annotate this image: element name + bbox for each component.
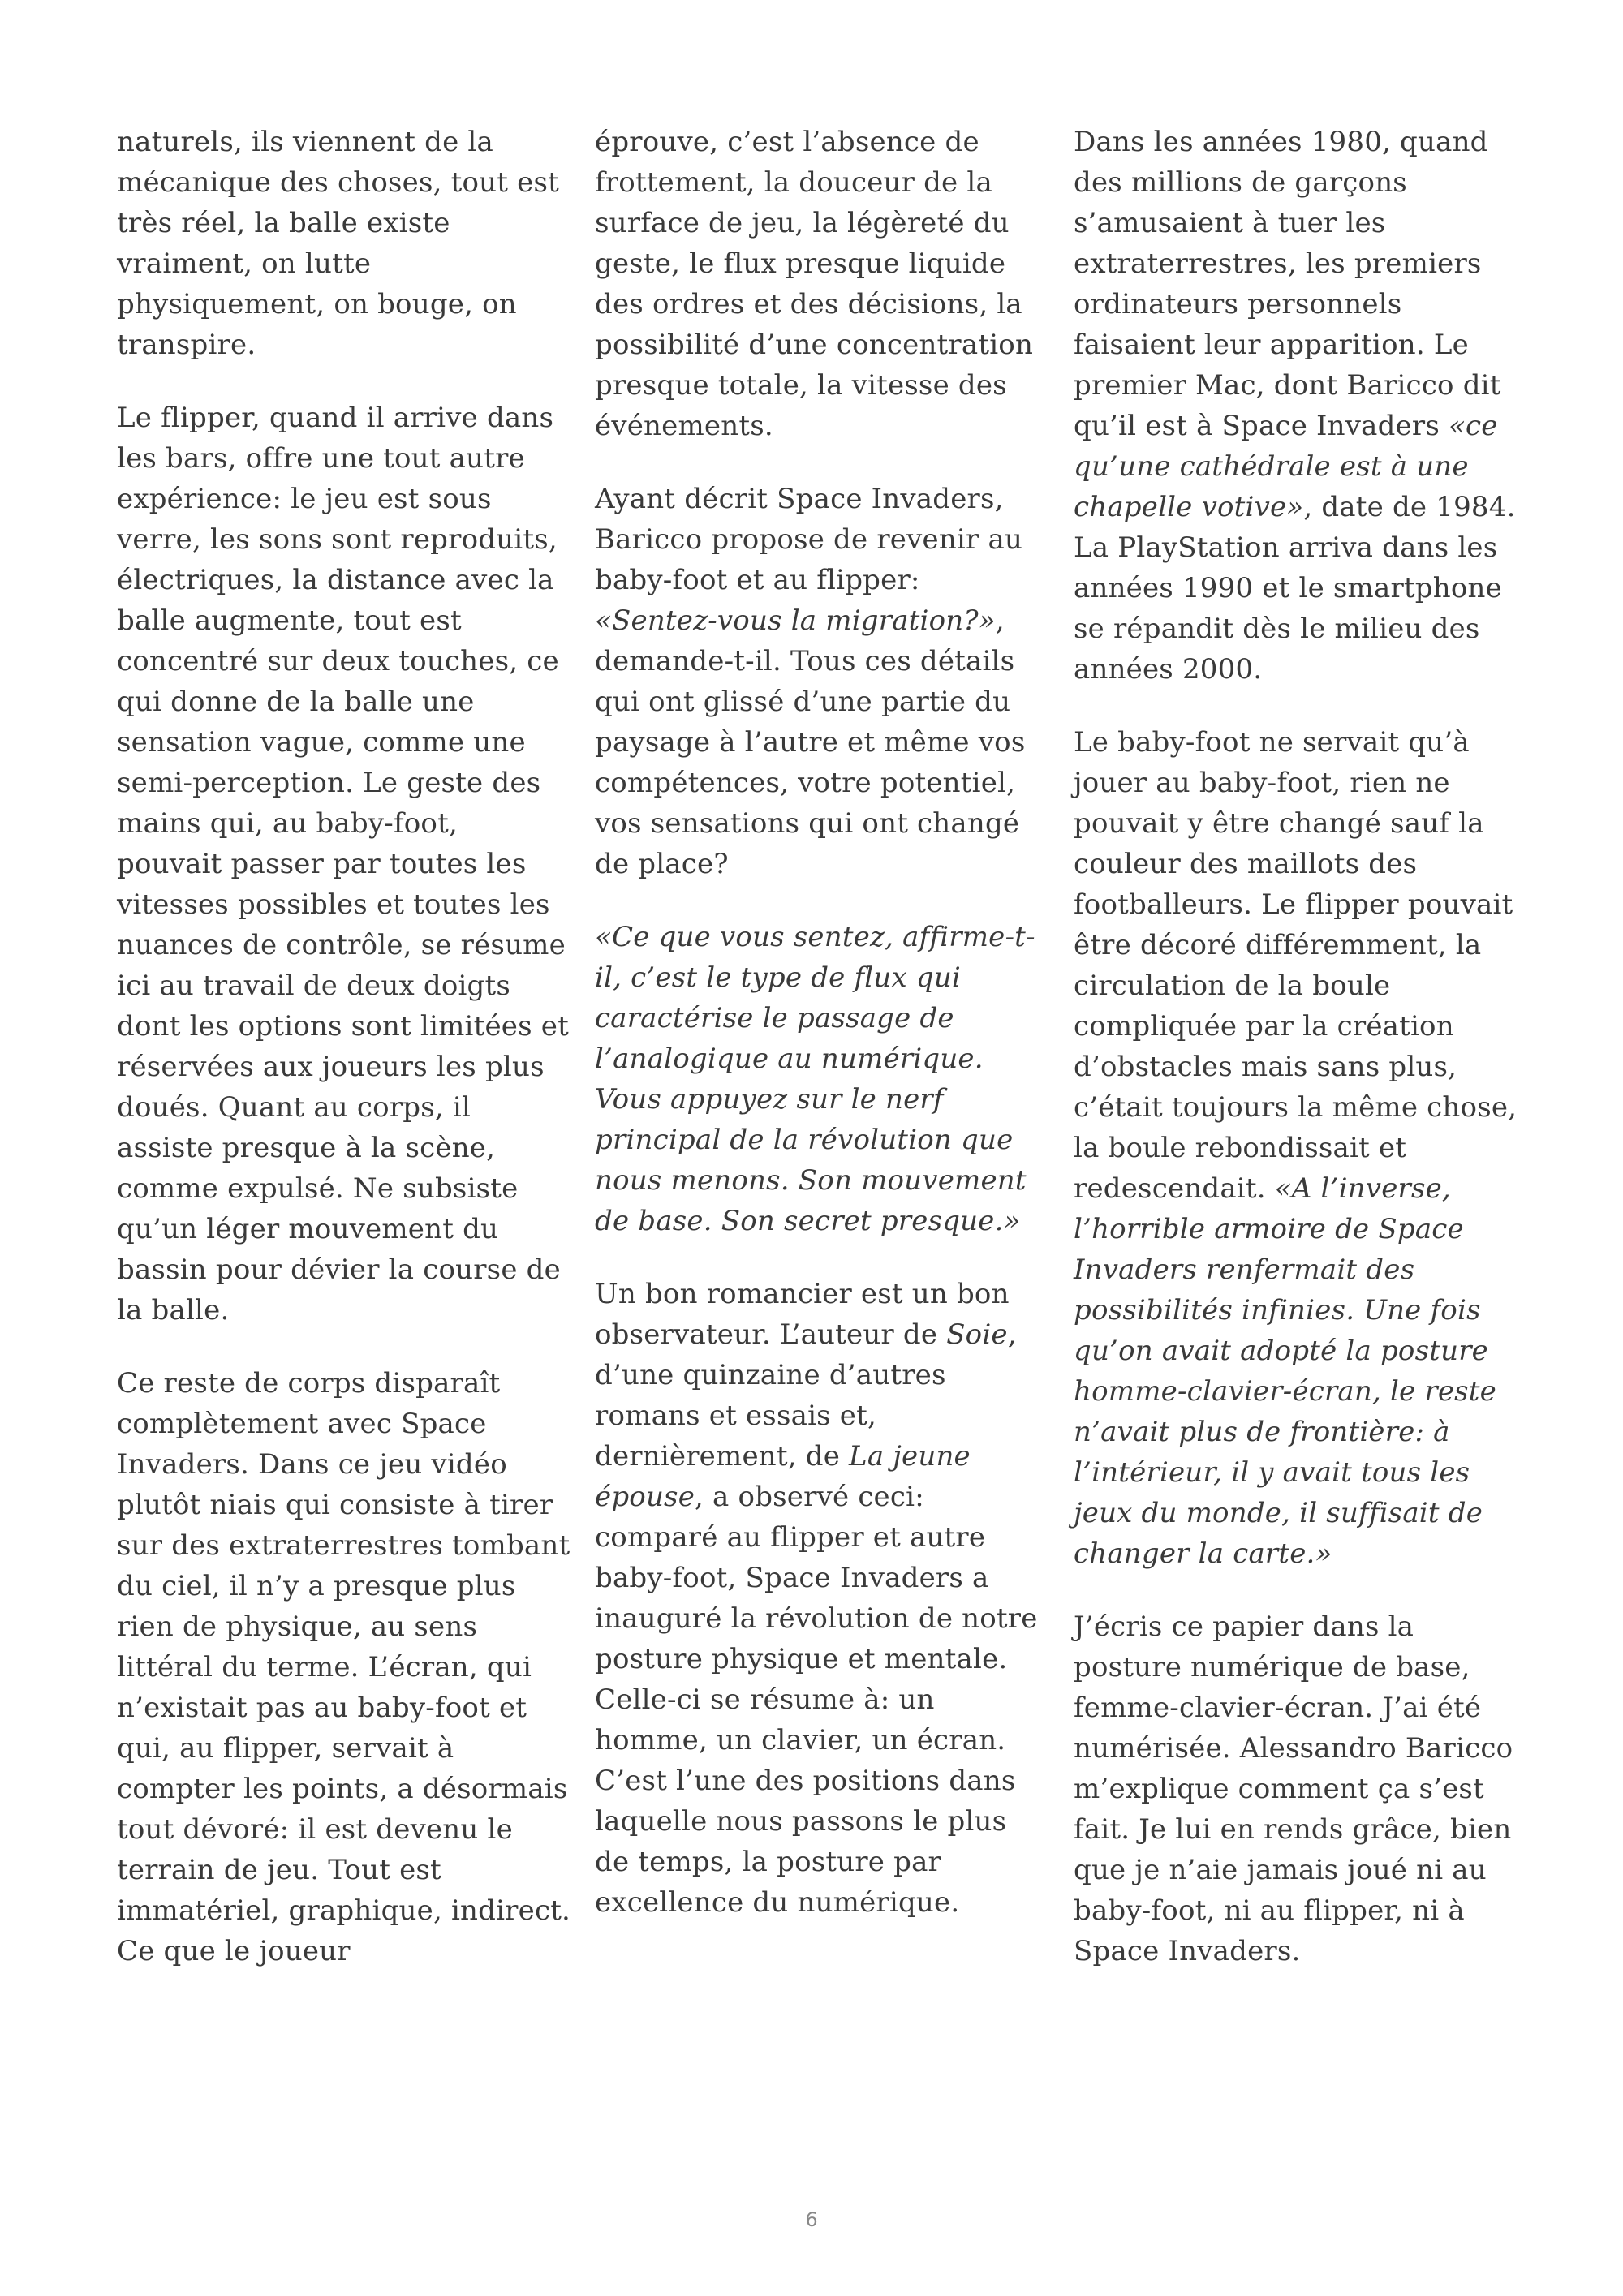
page-number: 6 [805,2208,818,2231]
text-run: , date de 1984. La PlayStation arriva dans les années 1990 et le smartphone se répandit dès le milieu des années 2000. [1074,491,1516,686]
text-run: Le baby-foot ne servait qu’à jouer au baby-foot, rien ne pouvait y être changé sauf la couleur des maillots des footballeurs. Le flipper pouvait être décoré différemment, la circulation de la boule compliquée par la création d’obstacles mais sans plus, c’était toujours la même chose, la boule rebondissait et redescendait. [1074,726,1518,1205]
paragraph [1074,1606,1528,1971]
text-column-2 [595,122,1049,1955]
italic-text: «ce qu’une cathédrale est à une chapelle votive» [1074,410,1498,523]
paragraph [1074,122,1528,690]
italic-text: «Sentez-vous la migration?» [595,604,996,637]
text-run: Un bon romancier est un bon observateur. L’auteur de [595,1278,1010,1351]
text-run: Le flipper, quand il arrive dans les bars, offre une tout autre expérience: le jeu est sous verre, les sons sont reproduits, électriques, la distance avec la balle augmente, tout est concentré sur deux touches, ce qui donne de la balle une sensation vague, comme une semi-perception. Le geste des mains qui, au baby-foot, pouvait passer par toutes les vitesses possibles et toutes les nuances de contrôle, se résume ici au travail de deux doigts dont les options sont limitées et réservées aux joueurs les plus doués. Quant au corps, il assiste presque à la scène, comme expulsé. Ne subsiste qu’un léger mouvement du bassin pour dévier la course de la balle. [117,402,569,1326]
paragraph [117,122,571,365]
text-run: , a observé ceci: comparé au flipper et autre baby-foot, Space Invaders a inauguré la révolution de notre posture physique et mentale. Celle-ci se résume à: un homme, un clavier, un écran. C’est l’une des positions dans laquelle nous passons le plus de temps, la posture par excellence du numérique. [595,1481,1038,1919]
text-run: Dans les années 1980, quand des millions de garçons s’amusaient à tuer les extraterrestres, les premiers ordinateurs personnels faisaient leur apparition. Le premier Mac, dont Baricco dit qu’il est à Space Invaders [1074,126,1501,442]
paragraph [595,122,1049,446]
text-run: naturels, ils viennent de la mécanique des choses, tout est très réel, la balle existe vraiment, on lutte physiquement, on bouge, on transpire. [117,126,559,361]
text-run: , demande-t-il. Tous ces détails qui ont glissé d’une partie du paysage à l’autre et même vos compétences, votre potentiel, vos sensations qui ont changé de place? [595,604,1026,880]
text-run: , d’une quinzaine d’autres romans et essais et, dernièrement, de [595,1318,1017,1473]
paragraph [595,917,1049,1241]
italic-text: «A l’inverse, l’horrible armoire de Space Invaders renfermait des possibilités infinies. Une fois qu’on avait adopté la posture homme-clavier-écran, le reste n’avait plus de frontière: à l’intérieur, il y avait tous les jeux du monde, il suffisait de changer la carte.» [1074,1172,1496,1570]
text-run: J’écris ce papier dans la posture numérique de base, femme-clavier-écran. J’ai été numérisée. Alessandro Baricco m’explique comment ça s’est fait. Je lui en rends grâce, bien que je n’aie jamais joué ni au baby-foot, ni au flipper, ni à Space Invaders. [1074,1610,1513,1967]
paragraph [595,479,1049,884]
paragraph [117,398,571,1331]
italic-text: Soie [946,1318,1008,1351]
text-run: Ayant décrit Space Invaders, Baricco propose de revenir au baby-foot et au flipper: [595,483,1023,596]
text-column-3 [1074,122,1528,2004]
paragraph [117,1363,571,1971]
text-column-1 [117,122,571,2004]
paragraph [595,1274,1049,1923]
paragraph [1074,722,1528,1574]
text-run: éprouve, c’est l’absence de frottement, la douceur de la surface de jeu, la légèreté du geste, le flux presque liquide des ordres et des décisions, la possibilité d’une concentration presque totale, la vitesse des événements. [595,126,1034,442]
italic-text: «Ce que vous sentez, affirme-t-il, c’est le type de flux qui caractérise le passage de l’analogique au numérique. Vous appuyez sur le nerf principal de la révolution que nous menons. Son mouvement de base. Son secret presque.» [595,921,1035,1237]
text-run: Ce reste de corps disparaît complètement avec Space Invaders. Dans ce jeu vidéo plutôt niais qui consiste à tirer sur des extraterrestres tombant du ciel, il n’y a presque plus rien de physique, au sens littéral du terme. L’écran, qui n’existait pas au baby-foot et qui, au flipper, servait à compter les points, a désormais tout dévoré: il est devenu le terrain de jeu. Tout est immatériel, graphique, indirect. Ce que le joueur [117,1367,571,1967]
italic-text: La jeune épouse [595,1440,971,1513]
